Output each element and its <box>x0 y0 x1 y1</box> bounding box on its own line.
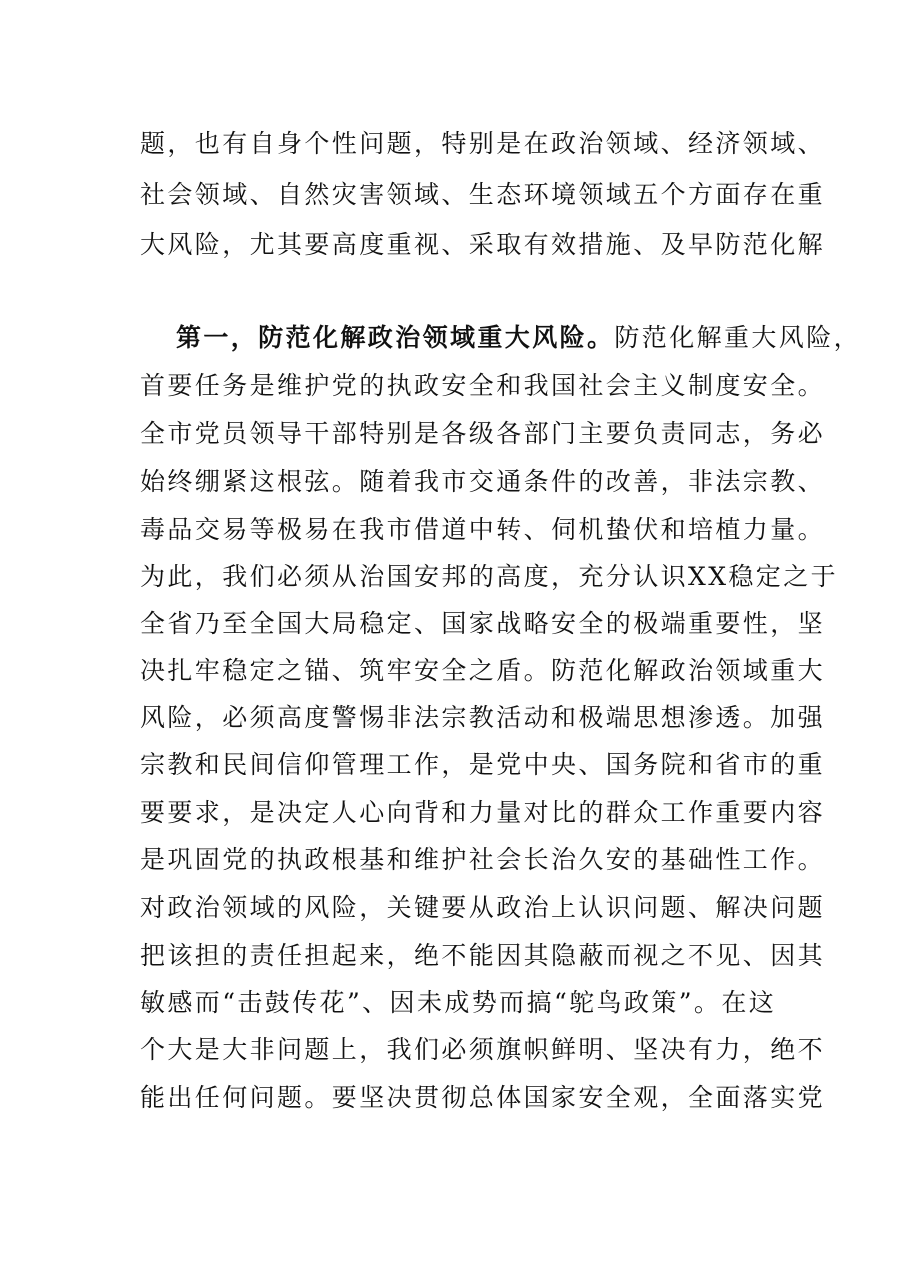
paragraph-line: 首要任务是维护党的执政安全和我国社会主义制度安全。 <box>140 371 826 400</box>
paragraph-line: 对政治领域的风险，关键要从政治上认识问题、解决问题 <box>140 893 826 922</box>
paragraph-line: 能出任何问题。要坚决贯彻总体国家安全观，全面落实党 <box>140 1083 826 1112</box>
paragraph-line: 是巩固党的执政根基和维护社会长治久安的基础性工作。 <box>140 845 826 874</box>
paragraph-first-line <box>176 313 862 363</box>
section-heading: 第一，防范化解政治领域重大风险。 <box>176 323 615 352</box>
paragraph-line: 要要求，是决定人心向背和力量对比的群众工作重要内容 <box>140 798 826 827</box>
paragraph-text: 防范化解重大风险， <box>614 323 862 352</box>
paragraph-line: 全市党员领导干部特别是各级各部门主要负责同志，务必 <box>140 419 826 448</box>
paragraph-line: 社会领域、自然灾害领域、生态环境领域五个方面存在重 <box>140 180 826 209</box>
paragraph-line: 题，也有自身个性问题，特别是在政治领域、经济领域、 <box>140 129 826 158</box>
paragraph-line: 决扎牢稳定之锚、筑牢安全之盾。防范化解政治领域重大 <box>140 656 826 685</box>
paragraph-line: 把该担的责任担起来，绝不能因其隐蔽而视之不见、因其 <box>140 941 826 970</box>
paragraph-line: 大风险，尤其要高度重视、采取有效措施、及早防范化解 <box>140 230 826 259</box>
paragraph-line: 全省乃至全国大局稳定、国家战略安全的极端重要性，坚 <box>140 609 826 638</box>
paragraph-line: 宗教和民间信仰管理工作，是党中央、国务院和省市的重 <box>140 750 826 779</box>
paragraph-line: 为此，我们必须从治国安邦的高度，充分认识XX稳定之于 <box>140 562 838 591</box>
paragraph-line: 个大是大非问题上，我们必须旗帜鲜明、坚决有力，绝不 <box>140 1035 826 1064</box>
paragraph-line: 敏感而“击鼓传花”、因未成势而搞“鸵鸟政策”。在这 <box>140 988 777 1017</box>
paragraph-line: 毒品交易等极易在我市借道中转、伺机蛰伏和培植力量。 <box>140 515 826 544</box>
paragraph-line: 始终绷紧这根弦。随着我市交通条件的改善，非法宗教、 <box>140 467 826 496</box>
paragraph-line: 风险，必须高度警惕非法宗教活动和极端思想渗透。加强 <box>140 703 826 732</box>
